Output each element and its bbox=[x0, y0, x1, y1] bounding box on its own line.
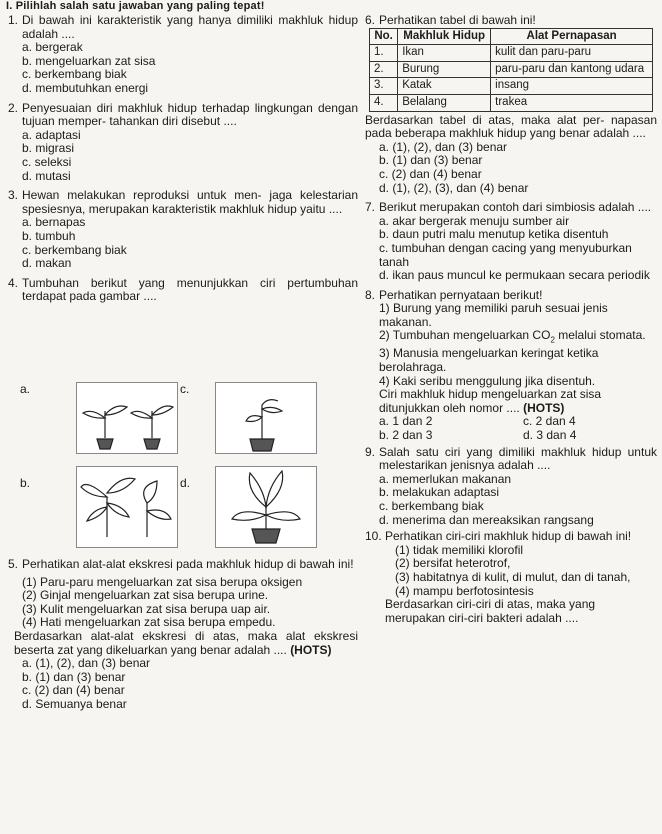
table-cell: 1. bbox=[370, 45, 398, 62]
question-9 bbox=[365, 446, 657, 473]
options-grid bbox=[365, 415, 657, 442]
plant-image-b[interactable] bbox=[76, 466, 178, 548]
option[interactable]: b. 2 dan 3 bbox=[379, 428, 433, 443]
subscript: 2 bbox=[550, 335, 555, 345]
table-header: Alat Pernapasan bbox=[491, 28, 653, 45]
question-number: 10. bbox=[365, 529, 382, 544]
statement: (4) Hati mengeluarkan zat sisa berupa empedu. bbox=[22, 615, 276, 630]
statement: (2) Ginjal mengeluarkan zat sisa berupa urine. bbox=[22, 588, 269, 603]
question-number: 3. bbox=[8, 188, 19, 203]
option[interactable]: a. memerlukan makanan bbox=[379, 471, 512, 486]
section-header: I. Pilihlah salah satu jawaban yang paling tepat! bbox=[6, 0, 265, 12]
question-stem-text: Berdasarkan alat-alat ekskresi di atas, maka alat ekskresi beserta zat yang dikeluarkan yang benar adalah .... bbox=[14, 628, 358, 657]
option[interactable]: a. bernapas bbox=[22, 215, 86, 230]
question-6 bbox=[365, 14, 657, 28]
question-10 bbox=[365, 530, 657, 544]
question-7 bbox=[365, 201, 657, 215]
question-number: 5. bbox=[8, 557, 19, 571]
statement: (3) Kulit mengeluarkan zat sisa berupa uap air. bbox=[22, 601, 271, 616]
table-row bbox=[370, 61, 653, 78]
table-cell: insang bbox=[491, 78, 653, 95]
respiration-table bbox=[369, 28, 653, 112]
question-text: Salah satu ciri yang dimiliki makhluk hidup untuk melestarikan jenisnya adalah .... bbox=[379, 444, 657, 473]
option[interactable]: d. 3 dan 4 bbox=[523, 428, 577, 443]
option[interactable]: a. akar bergerak menuju sumber air bbox=[379, 213, 570, 228]
option[interactable]: d. mutasi bbox=[22, 168, 71, 183]
statement: (2) bersifat heterotrof, bbox=[395, 556, 511, 571]
plant-image-c[interactable] bbox=[215, 382, 317, 454]
plant-icon bbox=[77, 383, 177, 453]
question-1 bbox=[8, 14, 358, 41]
question-2 bbox=[8, 102, 358, 129]
question-stem-text: Ciri makhluk hidup mengeluarkan zat sisa ditunjukkan oleh nomor .... bbox=[379, 387, 602, 415]
hots-badge: (HOTS) bbox=[290, 642, 332, 657]
option[interactable]: a. (1), (2), dan (3) benar bbox=[22, 656, 151, 671]
option[interactable]: d. makan bbox=[22, 256, 72, 271]
left-column bbox=[8, 14, 358, 304]
statement-text: 2) Tumbuhan mengeluarkan CO bbox=[379, 328, 551, 343]
statement: 3) Manusia mengeluarkan keringat ketika berolahraga. bbox=[379, 346, 599, 375]
option[interactable]: d. (1), (2), (3), dan (4) benar bbox=[379, 180, 529, 195]
plant-image-d[interactable] bbox=[215, 466, 317, 548]
table-header-row bbox=[370, 28, 653, 45]
option[interactable]: b. melakukan adaptasi bbox=[379, 485, 500, 500]
question-text: Perhatikan pernyataan berikut! bbox=[379, 287, 543, 302]
option[interactable]: a. bergerak bbox=[22, 40, 83, 55]
question-text: Penyesuaian diri makhluk hidup terhadap lingkungan dengan tujuan memper- tahankan diri disebut .... bbox=[22, 100, 358, 129]
question-stem: Berdasarkan ciri-ciri di atas, maka yang merupakan ciri-ciri bakteri adalah .... bbox=[385, 597, 596, 625]
plant-icon bbox=[77, 467, 177, 547]
option[interactable]: b. (1) dan (3) benar bbox=[22, 669, 126, 684]
statement: (1) Paru-paru mengeluarkan zat sisa berupa oksigen bbox=[22, 574, 303, 589]
question-stem bbox=[365, 388, 657, 415]
option[interactable]: c. 2 dan 4 bbox=[523, 414, 576, 429]
option[interactable]: c. berkembang biak bbox=[22, 242, 127, 257]
question-number: 2. bbox=[8, 100, 19, 115]
table-cell: paru-paru dan kantong udara bbox=[491, 61, 653, 78]
question-text: Perhatikan tabel di bawah ini! bbox=[379, 13, 536, 27]
option[interactable]: c. berkembang biak bbox=[22, 67, 127, 82]
table-cell: kulit dan paru-paru bbox=[491, 45, 653, 62]
table-row bbox=[370, 78, 653, 95]
table-cell: 4. bbox=[370, 94, 398, 111]
question-text: Di bawah ini karakteristik yang hanya dimiliki makhluk hidup adalah .... bbox=[22, 13, 358, 41]
question-number: 7. bbox=[365, 200, 376, 215]
right-column bbox=[365, 14, 657, 625]
question-number: 9. bbox=[365, 444, 376, 459]
question-text: Perhatikan ciri-ciri makhluk hidup di bawah ini! bbox=[385, 529, 632, 544]
image-label-c: c. bbox=[180, 382, 190, 396]
hots-badge: (HOTS) bbox=[523, 400, 565, 415]
option[interactable]: b. migrasi bbox=[22, 141, 75, 156]
statement bbox=[365, 329, 657, 347]
table-cell: 3. bbox=[370, 78, 398, 95]
question-text: Berikut merupakan contoh dari simbiosis adalah .... bbox=[379, 200, 652, 215]
question-stem bbox=[8, 630, 358, 657]
option[interactable]: c. seleksi bbox=[22, 154, 72, 169]
statement: (3) habitatnya di kulit, di mulut, dan di tanah, bbox=[395, 569, 631, 584]
table-cell: Katak bbox=[398, 78, 491, 95]
question-text: Hewan melakukan reproduksi untuk men- jaga kelestarian spesiesnya, merupakan karakteristik makhluk hidup yaitu .... bbox=[22, 188, 358, 216]
table-row bbox=[370, 94, 653, 111]
statement-tail: melalui stomata. bbox=[554, 328, 646, 343]
option[interactable]: b. daun putri malu menutup ketika disentuh bbox=[379, 227, 609, 242]
question-number: 1. bbox=[8, 13, 19, 27]
table-header: No. bbox=[370, 28, 398, 45]
option[interactable]: a. 1 dan 2 bbox=[379, 414, 433, 429]
question-3 bbox=[8, 189, 358, 216]
option[interactable]: c. (2) dan (4) benar bbox=[379, 166, 482, 181]
option[interactable]: c. tumbuhan dengan cacing yang menyuburkan tanah bbox=[379, 240, 632, 269]
table-cell: Burung bbox=[398, 61, 491, 78]
option[interactable]: c. berkembang biak bbox=[379, 498, 484, 513]
question-5 bbox=[8, 558, 358, 572]
option[interactable]: d. membutuhkan energi bbox=[22, 80, 149, 95]
table-cell: 2. bbox=[370, 61, 398, 78]
table-header: Makhluk Hidup bbox=[398, 28, 491, 45]
table-cell: trakea bbox=[491, 94, 653, 111]
statement: 4) Kaki seribu menggulung jika disentuh. bbox=[379, 373, 596, 388]
table-cell: Ikan bbox=[398, 45, 491, 62]
question-number: 6. bbox=[365, 13, 376, 27]
question-number: 4. bbox=[8, 275, 19, 290]
question-5-block bbox=[8, 558, 358, 712]
image-label-a: a. bbox=[20, 382, 31, 396]
question-stem: Berdasarkan tabel di atas, maka alat per- napasan pada beberapa makhluk hidup yang benar adalah .... bbox=[365, 112, 657, 141]
question-4 bbox=[8, 277, 358, 304]
option[interactable]: b. (1) dan (3) benar bbox=[379, 153, 483, 168]
option[interactable]: d. ikan paus muncul ke permukaan secara periodik bbox=[379, 268, 650, 283]
table-row bbox=[370, 45, 653, 62]
option[interactable]: d. Semuanya benar bbox=[22, 696, 127, 711]
option[interactable]: a. (1), (2), dan (3) benar bbox=[379, 139, 508, 154]
option[interactable]: a. adaptasi bbox=[22, 127, 81, 142]
option[interactable]: c. (2) dan (4) benar bbox=[22, 683, 125, 698]
image-label-b: b. bbox=[20, 476, 31, 490]
table-cell: Belalang bbox=[398, 94, 491, 111]
statement: 1) Burung yang memiliki paruh sesuai jenis makanan. bbox=[379, 301, 608, 329]
plant-icon bbox=[216, 467, 316, 547]
option[interactable]: d. menerima dan mereaksikan rangsang bbox=[379, 512, 594, 527]
statement: (4) mampu berfotosintesis bbox=[395, 583, 534, 598]
plant-image-a[interactable] bbox=[76, 382, 178, 454]
question-text: Perhatikan alat-alat ekskresi pada makhluk hidup di bawah ini! bbox=[22, 557, 354, 571]
question-8 bbox=[365, 289, 657, 303]
option[interactable]: b. mengeluarkan zat sisa bbox=[22, 53, 156, 68]
plant-icon bbox=[216, 383, 316, 453]
question-number: 8. bbox=[365, 287, 376, 302]
image-label-d: d. bbox=[180, 476, 191, 490]
question-text: Tumbuhan berikut yang menunjukkan ciri pertumbuhan terdapat pada gambar .... bbox=[22, 275, 358, 304]
option[interactable]: b. tumbuh bbox=[22, 228, 76, 243]
statement: (1) tidak memiliki klorofil bbox=[395, 542, 524, 557]
